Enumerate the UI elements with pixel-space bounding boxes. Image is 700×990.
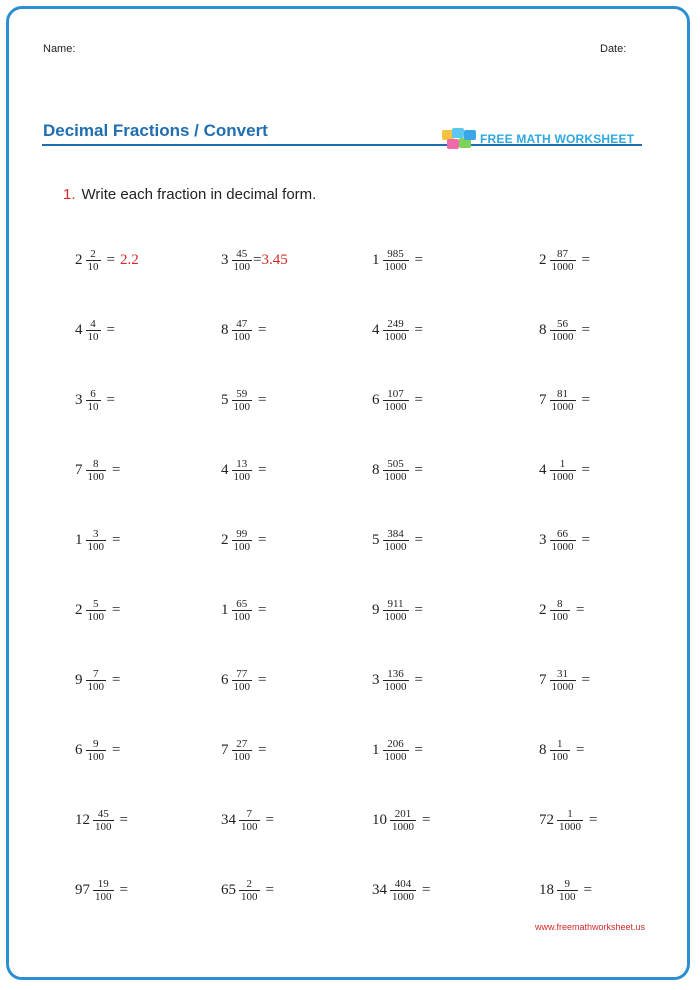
denominator: 1000 <box>551 261 574 273</box>
fraction <box>383 318 409 343</box>
equals-sign: = <box>576 602 585 618</box>
denominator: 1000 <box>384 261 407 273</box>
answer: 2.2 <box>119 252 139 268</box>
whole-number: 2 <box>75 252 83 268</box>
numerator: 985 <box>387 248 404 260</box>
equals-sign: = <box>106 252 115 268</box>
equals-sign: = <box>112 462 121 478</box>
numerator: 9 <box>93 738 99 750</box>
answer: 3.45 <box>261 252 288 268</box>
numerator: 45 <box>236 248 248 260</box>
problem-item <box>75 528 120 553</box>
whole-number: 3 <box>221 252 229 268</box>
whole-number: 3 <box>75 392 83 408</box>
problem-item <box>75 878 128 903</box>
numerator: 2 <box>90 248 96 260</box>
whole-number: 7 <box>539 672 547 688</box>
numerator: 384 <box>387 528 404 540</box>
whole-number: 1 <box>372 252 380 268</box>
denominator: 100 <box>87 611 104 623</box>
whole-number: 7 <box>75 462 83 478</box>
fraction <box>232 388 253 413</box>
whole-number: 9 <box>372 602 380 618</box>
denominator: 100 <box>233 471 250 483</box>
problem-item <box>221 458 266 483</box>
numerator: 4 <box>90 318 96 330</box>
problem-item <box>75 248 139 273</box>
whole-number: 34 <box>221 812 236 828</box>
equals-sign: = <box>119 812 128 828</box>
numerator: 27 <box>236 738 248 750</box>
whole-number: 12 <box>75 812 90 828</box>
whole-number: 2 <box>539 602 547 618</box>
equals-sign: = <box>258 602 267 618</box>
fraction <box>239 878 260 903</box>
numerator: 87 <box>557 248 568 260</box>
problem-item <box>372 668 423 693</box>
denominator: 1000 <box>559 821 581 833</box>
problem-item <box>372 738 423 763</box>
whole-number: 8 <box>372 462 380 478</box>
fraction <box>390 878 416 903</box>
numerator: 65 <box>236 598 248 610</box>
numerator: 1 <box>557 738 563 750</box>
whole-number: 9 <box>75 672 83 688</box>
equals-sign: = <box>414 672 423 688</box>
problem-item <box>539 528 590 553</box>
equals-sign: = <box>589 812 598 828</box>
equals-sign: = <box>414 322 423 338</box>
equals-sign: = <box>119 882 128 898</box>
fraction <box>557 878 578 903</box>
fraction <box>383 738 409 763</box>
whole-number: 10 <box>372 812 387 828</box>
whole-number: 97 <box>75 882 90 898</box>
problem-item <box>75 388 115 413</box>
equals-sign: = <box>576 742 585 758</box>
building-blocks-icon <box>440 126 476 152</box>
whole-number: 2 <box>75 602 83 618</box>
fraction <box>86 388 101 413</box>
equals-sign: = <box>581 392 590 408</box>
problem-item <box>372 458 423 483</box>
equals-sign: = <box>112 672 121 688</box>
problem-item <box>539 668 590 693</box>
problem-item <box>75 808 128 833</box>
fraction <box>390 808 416 833</box>
denominator: 100 <box>233 331 250 343</box>
numerator: 19 <box>97 878 109 890</box>
equals-sign: = <box>258 322 267 338</box>
whole-number: 34 <box>372 882 387 898</box>
whole-number: 2 <box>539 252 547 268</box>
denominator: 100 <box>559 891 576 903</box>
date-label: Date: <box>600 43 627 55</box>
equals-sign: = <box>414 602 423 618</box>
problem-item <box>221 738 266 763</box>
equals-sign: = <box>581 252 590 268</box>
numerator: 249 <box>387 318 404 330</box>
whole-number: 4 <box>539 462 547 478</box>
whole-number: 3 <box>539 532 547 548</box>
fraction <box>383 248 409 273</box>
logo <box>440 126 634 152</box>
denominator: 100 <box>241 891 258 903</box>
fraction <box>239 808 260 833</box>
whole-number: 5 <box>372 532 380 548</box>
fraction <box>232 598 253 623</box>
denominator: 100 <box>95 821 112 833</box>
denominator: 100 <box>87 681 104 693</box>
numerator: 1 <box>567 808 573 820</box>
problem-item <box>221 318 266 343</box>
denominator: 1000 <box>384 681 407 693</box>
numerator: 81 <box>557 388 568 400</box>
equals-sign: = <box>258 672 267 688</box>
problem-item <box>539 878 592 903</box>
whole-number: 7 <box>539 392 547 408</box>
equals-sign: = <box>422 812 431 828</box>
equals-sign: = <box>258 462 267 478</box>
fraction <box>383 458 409 483</box>
numerator: 8 <box>557 598 563 610</box>
fraction <box>383 598 409 623</box>
problem-item <box>75 668 120 693</box>
denominator: 1000 <box>551 541 574 553</box>
denominator: 1000 <box>384 611 407 623</box>
problem-item <box>75 598 120 623</box>
equals-sign: = <box>581 462 590 478</box>
problem-item <box>539 248 590 273</box>
whole-number: 7 <box>221 742 229 758</box>
worksheet-title: Decimal Fractions / Convert <box>43 121 268 140</box>
fraction <box>86 668 107 693</box>
problem-item <box>372 528 423 553</box>
equals-sign: = <box>422 882 431 898</box>
problem-item <box>221 388 266 413</box>
fraction <box>383 388 409 413</box>
logo-text: FREE MATH WORKSHEET <box>480 132 635 146</box>
numerator: 201 <box>394 808 412 820</box>
equals-sign: = <box>265 882 274 898</box>
whole-number: 4 <box>75 322 83 338</box>
fraction <box>550 528 576 553</box>
problem-item <box>221 248 288 273</box>
instruction-text: Write each fraction in decimal form. <box>81 186 317 203</box>
numerator: 45 <box>97 808 109 820</box>
problem-item <box>221 528 266 553</box>
fraction <box>86 528 107 553</box>
numerator: 7 <box>246 808 252 820</box>
problem-item <box>539 318 590 343</box>
fraction <box>86 248 101 273</box>
numerator: 99 <box>236 528 248 540</box>
problem-item <box>75 458 120 483</box>
problem-item <box>539 738 584 763</box>
equals-sign: = <box>414 742 423 758</box>
denominator: 10 <box>87 401 99 413</box>
denominator: 100 <box>233 261 250 273</box>
equals-sign: = <box>414 532 423 548</box>
numerator: 56 <box>557 318 568 330</box>
whole-number: 4 <box>372 322 380 338</box>
fraction <box>232 738 253 763</box>
denominator: 1000 <box>551 471 574 483</box>
numerator: 8 <box>93 458 99 470</box>
name-label: Name: <box>43 43 76 55</box>
numerator: 136 <box>387 668 404 680</box>
numerator: 6 <box>90 388 96 400</box>
whole-number: 65 <box>221 882 236 898</box>
numerator: 66 <box>557 528 568 540</box>
equals-sign: = <box>581 532 590 548</box>
numerator: 911 <box>387 598 404 610</box>
problem-item <box>372 598 423 623</box>
fraction <box>232 318 253 343</box>
fraction <box>86 598 107 623</box>
equals-sign: = <box>414 252 423 268</box>
denominator: 10 <box>87 261 99 273</box>
numerator: 107 <box>387 388 404 400</box>
problem-item <box>372 248 423 273</box>
denominator: 1000 <box>392 891 414 903</box>
denominator: 1000 <box>384 401 407 413</box>
denominator: 1000 <box>384 751 407 763</box>
whole-number: 4 <box>221 462 229 478</box>
whole-number: 1 <box>372 742 380 758</box>
denominator: 1000 <box>384 331 407 343</box>
whole-number: 2 <box>221 532 229 548</box>
denominator: 1000 <box>551 681 574 693</box>
problem-item <box>75 738 120 763</box>
problem-item <box>372 808 430 833</box>
problem-item <box>539 808 597 833</box>
equals-sign: = <box>265 812 274 828</box>
instruction <box>63 186 316 203</box>
numerator: 206 <box>387 738 404 750</box>
whole-number: 6 <box>372 392 380 408</box>
numerator: 7 <box>93 668 99 680</box>
whole-number: 18 <box>539 882 554 898</box>
whole-number: 5 <box>221 392 229 408</box>
whole-number: 3 <box>372 672 380 688</box>
denominator: 100 <box>87 541 104 553</box>
equals-sign: = <box>112 532 121 548</box>
whole-number: 8 <box>539 742 547 758</box>
equals-sign: = <box>414 392 423 408</box>
denominator: 100 <box>87 471 104 483</box>
equals-sign: = <box>581 322 590 338</box>
fraction <box>232 248 253 273</box>
footer-url: www.freemathworksheet.us <box>535 922 646 932</box>
numerator: 2 <box>246 878 252 890</box>
denominator: 100 <box>87 751 104 763</box>
equals-sign: = <box>106 322 115 338</box>
denominator: 1000 <box>551 401 574 413</box>
whole-number: 8 <box>221 322 229 338</box>
equals-sign: = <box>583 882 592 898</box>
problem-item <box>539 388 590 413</box>
whole-number: 1 <box>221 602 229 618</box>
denominator: 100 <box>551 751 568 763</box>
denominator: 100 <box>241 821 258 833</box>
equals-sign: = <box>581 672 590 688</box>
equals-sign: = <box>112 742 121 758</box>
fraction <box>550 388 576 413</box>
fraction <box>93 878 114 903</box>
numerator: 31 <box>557 668 568 680</box>
problem-item <box>221 878 274 903</box>
fraction <box>550 738 571 763</box>
numerator: 77 <box>236 668 248 680</box>
denominator: 100 <box>551 611 568 623</box>
whole-number: 6 <box>221 672 229 688</box>
page-border <box>6 6 690 980</box>
denominator: 1000 <box>392 821 414 833</box>
fraction <box>550 668 576 693</box>
denominator: 1000 <box>384 541 407 553</box>
whole-number: 1 <box>75 532 83 548</box>
problem-item <box>221 668 266 693</box>
numerator: 505 <box>387 458 404 470</box>
problem-item <box>372 878 430 903</box>
equals-sign: = <box>258 742 267 758</box>
equals-sign: = <box>112 602 121 618</box>
numerator: 404 <box>394 878 412 890</box>
fraction <box>86 458 107 483</box>
numerator: 9 <box>564 878 570 890</box>
numerator: 1 <box>559 458 566 470</box>
problem-item <box>372 318 423 343</box>
fraction <box>86 738 107 763</box>
fraction <box>232 668 253 693</box>
numerator: 5 <box>93 598 99 610</box>
fraction <box>550 248 576 273</box>
equals-sign: = <box>414 462 423 478</box>
denominator: 100 <box>233 401 250 413</box>
fraction <box>232 528 253 553</box>
fraction <box>550 318 576 343</box>
problem-item <box>372 388 423 413</box>
denominator: 100 <box>233 751 250 763</box>
problem-item <box>75 318 115 343</box>
denominator: 1000 <box>551 331 574 343</box>
denominator: 10 <box>87 331 99 343</box>
denominator: 100 <box>233 611 250 623</box>
denominator: 100 <box>233 681 250 693</box>
numerator: 3 <box>93 528 99 540</box>
problem-item <box>221 808 274 833</box>
equals-sign: = <box>106 392 115 408</box>
problem-item <box>539 598 584 623</box>
fraction <box>86 318 101 343</box>
denominator: 100 <box>95 891 112 903</box>
whole-number: 6 <box>75 742 83 758</box>
fraction <box>93 808 114 833</box>
denominator: 1000 <box>384 471 407 483</box>
instruction-number: 1. <box>63 186 76 203</box>
equals-sign: = <box>258 392 267 408</box>
fraction <box>383 668 409 693</box>
fraction <box>550 598 571 623</box>
fraction <box>550 458 576 483</box>
equals-sign: = <box>253 252 262 268</box>
denominator: 100 <box>233 541 250 553</box>
numerator: 13 <box>236 458 248 470</box>
whole-number: 8 <box>539 322 547 338</box>
problem-item <box>221 598 266 623</box>
numerator: 59 <box>236 388 248 400</box>
numerator: 47 <box>236 318 248 330</box>
fraction <box>383 528 409 553</box>
equals-sign: = <box>258 532 267 548</box>
problem-item <box>539 458 590 483</box>
whole-number: 72 <box>539 812 554 828</box>
fraction <box>232 458 253 483</box>
fraction <box>557 808 583 833</box>
